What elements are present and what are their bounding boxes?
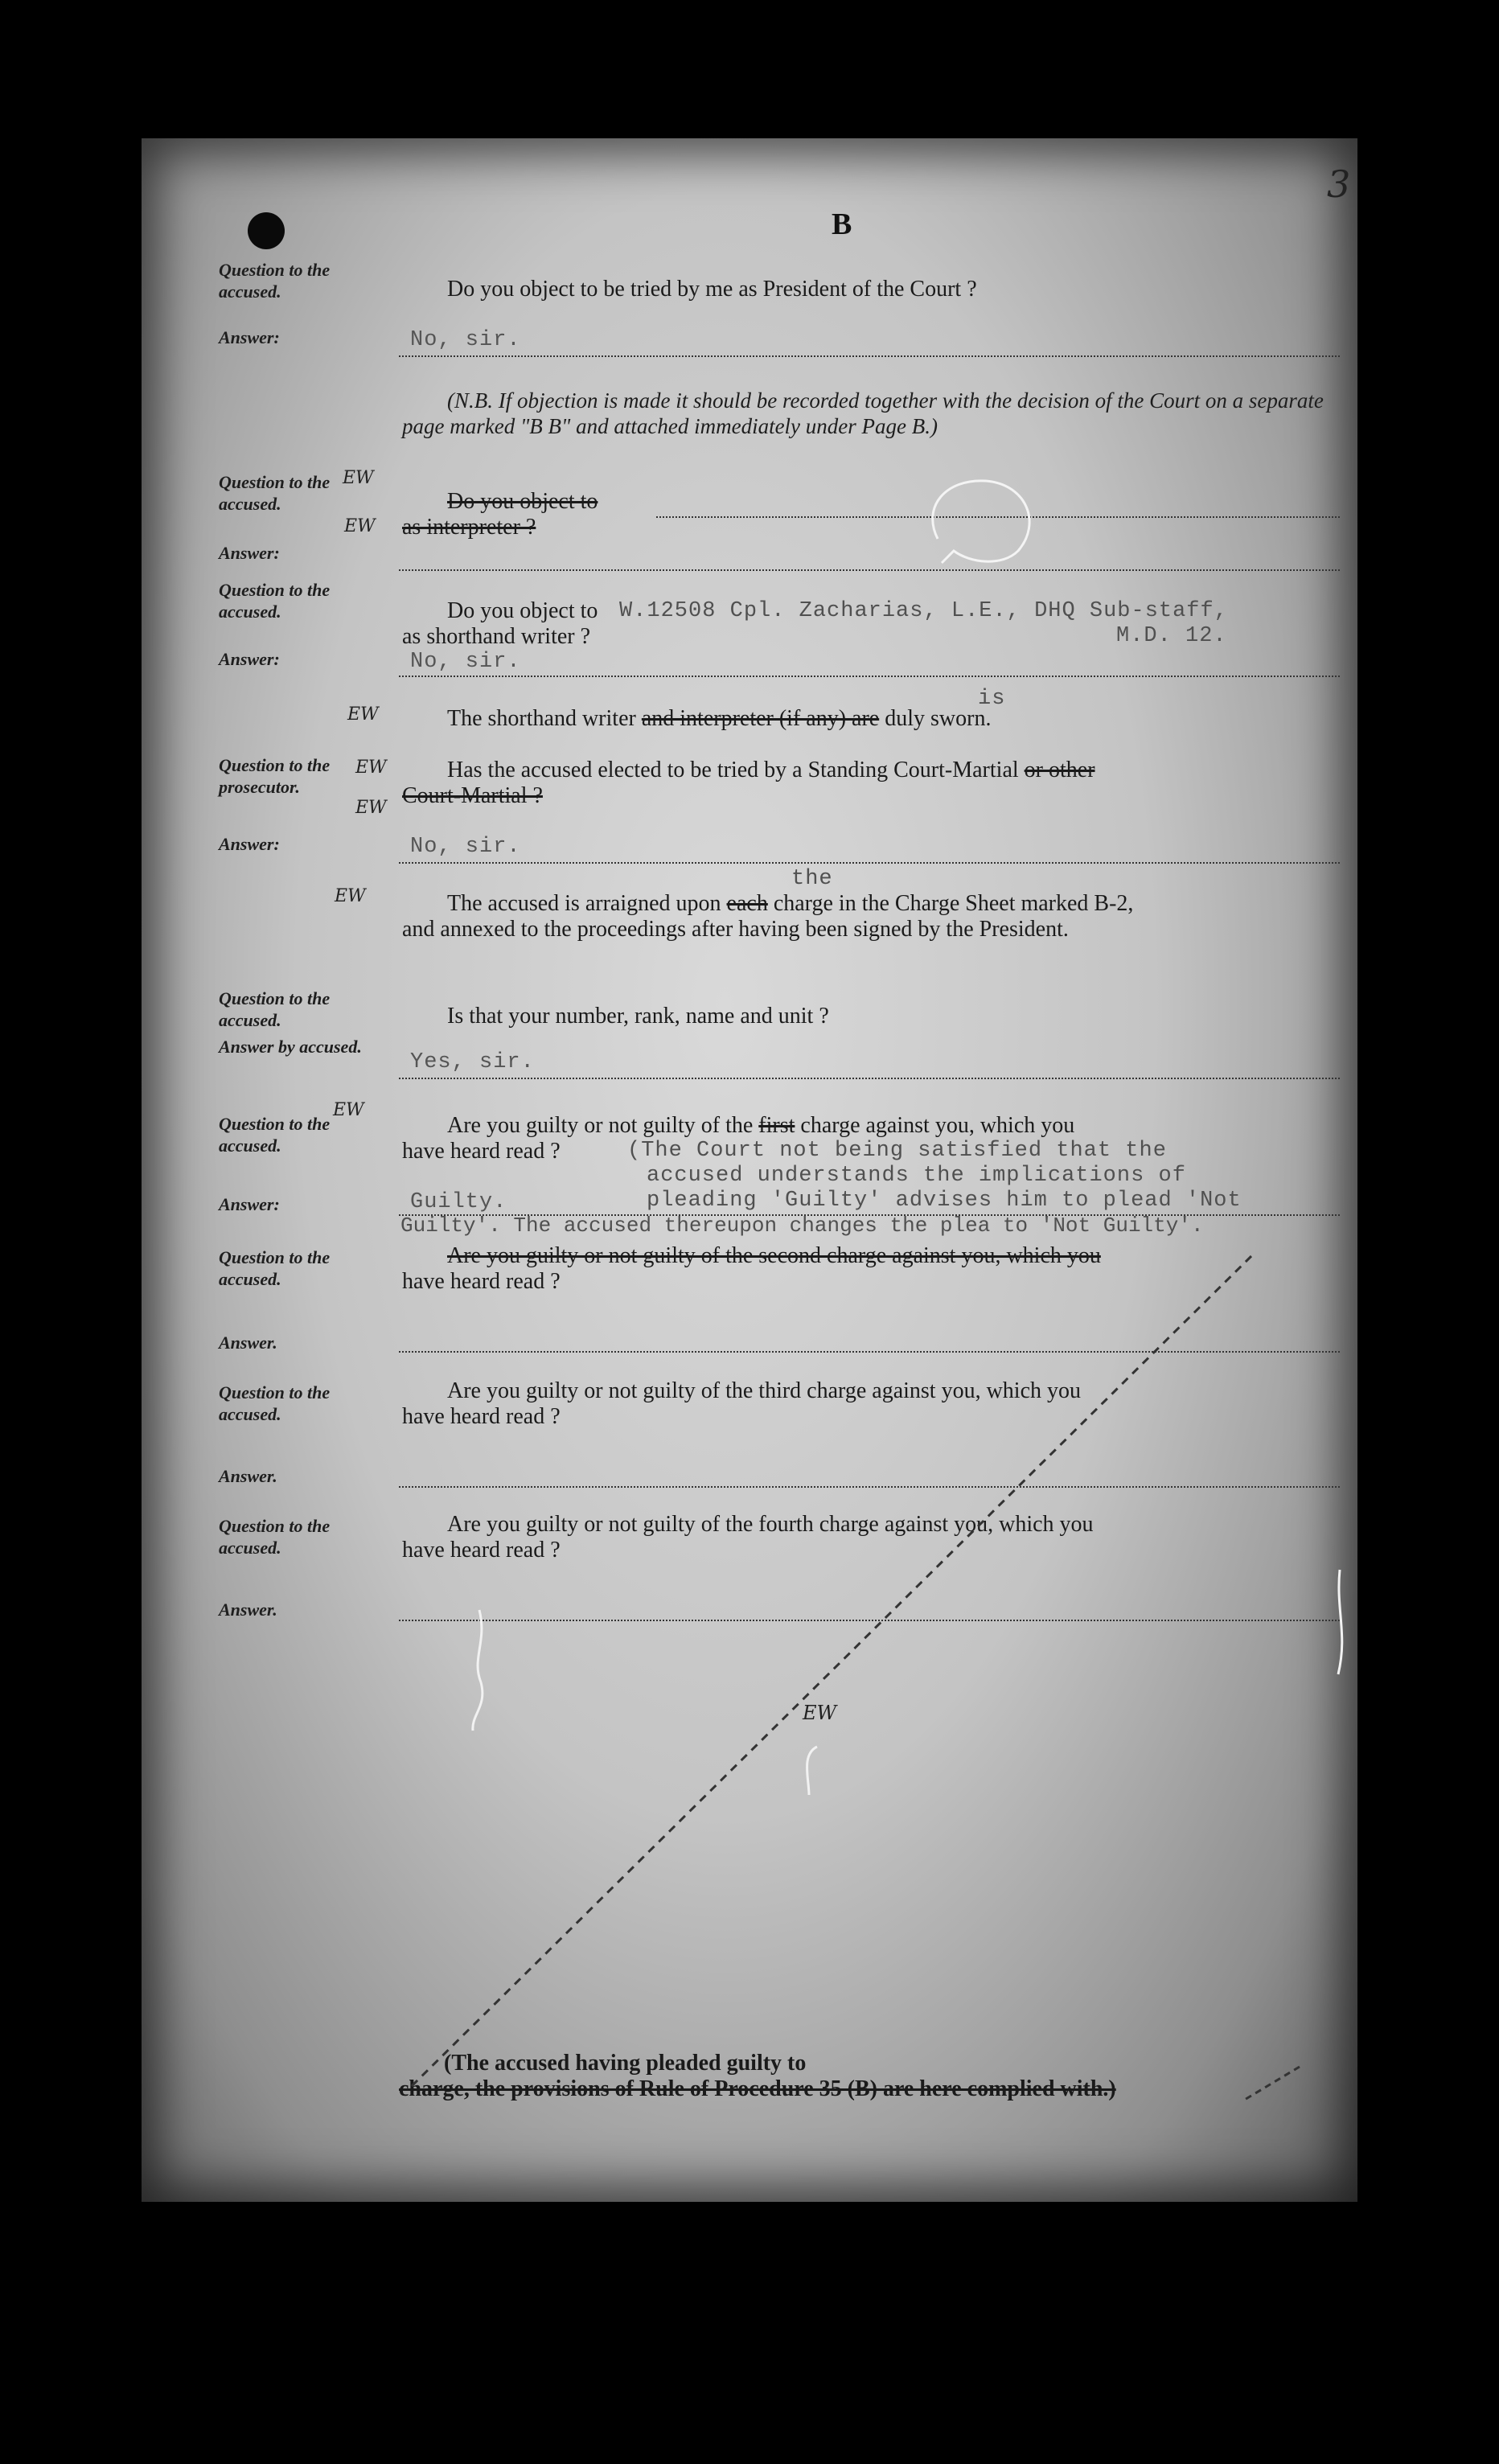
footer-text: charge, the provisions of Rule of Procedure 35 (B) are here complied with.): [399, 2076, 1116, 2101]
label-answer: Answer.: [219, 1600, 277, 1620]
question-text: Are you guilty or not guilty of the fourth charge against you, which you: [447, 1512, 1094, 1537]
label-answer: Answer:: [219, 649, 280, 669]
page-number: 3: [1327, 162, 1351, 206]
label-question-accused: Question to the accused.: [219, 1516, 331, 1558]
handwritten-initials: EW: [335, 886, 366, 906]
sworn-text: The shorthand writer: [447, 706, 636, 731]
handwritten-initials: EW: [344, 516, 376, 536]
typed-name: W.12508 Cpl. Zacharias, L.E., DHQ Sub-staff,: [619, 599, 1228, 623]
question-text: as shorthand writer ?: [402, 624, 591, 649]
label-question-accused: Question to the accused.: [219, 1114, 331, 1156]
struck-text: each: [726, 891, 768, 916]
typed-insertion: the: [791, 867, 833, 891]
typed-court-note: pleading 'Guilty' advises him to plead 'Not: [647, 1189, 1242, 1213]
question-text: have heard read ?: [402, 1139, 561, 1164]
cancellation-diagonal-line: [142, 138, 1357, 2202]
typed-court-note: (The Court not being satisfied that the: [627, 1139, 1167, 1163]
question-text: have heard read ?: [402, 1404, 561, 1429]
typed-court-note: Guilty'. The accused thereupon changes the plea to 'Not Guilty'.: [400, 1214, 1204, 1238]
arraign-text: The accused is arraigned upon: [447, 891, 721, 916]
question-text: Do you object to: [447, 598, 598, 623]
label-answer: Answer:: [219, 1194, 280, 1214]
handwritten-initials: EW: [355, 758, 387, 778]
label-question-prosecutor: Question to the prosecutor.: [219, 755, 331, 797]
struck-text: and interpreter (if any) are: [641, 706, 880, 731]
label-question-accused: Question to the accused.: [219, 260, 331, 302]
question-text: as interpreter ?: [402, 515, 536, 540]
label-question-accused: Question to the accused.: [219, 472, 331, 514]
answer-value: No, sir.: [410, 835, 521, 859]
answer-value: Yes, sir.: [410, 1050, 535, 1074]
question-text: charge against you, which you: [800, 1113, 1075, 1138]
typed-insertion: is: [978, 687, 1006, 711]
question-text: Are you guilty or not guilty of the second charge against you, which you: [447, 1243, 1101, 1268]
question-text: have heard read ?: [402, 1538, 561, 1563]
label-answer-by-accused: Answer by accused.: [219, 1037, 362, 1057]
sworn-text: duly sworn.: [885, 706, 992, 731]
label-answer: Answer:: [219, 543, 280, 563]
question-text: Are you guilty or not guilty of the: [447, 1113, 754, 1138]
question-text: Do you object to be tried by me as President of the Court ?: [447, 277, 977, 302]
footer-text: (The accused having pleaded guilty to: [444, 2051, 807, 2076]
question-text: Are you guilty or not guilty of the third charge against you, which you: [447, 1378, 1082, 1403]
document-page: [142, 138, 1357, 2202]
question-text: Do you object to: [447, 489, 598, 514]
label-answer: Answer.: [219, 1333, 277, 1353]
question-text: Is that your number, rank, name and unit ?: [447, 1004, 829, 1029]
label-question-accused: Question to the accused.: [219, 1382, 331, 1424]
typed-court-note: accused understands the implications of: [647, 1164, 1186, 1188]
label-question-accused: Question to the accused.: [219, 1247, 331, 1289]
question-text: Has the accused elected to be tried by a Standing Court-Martial: [447, 758, 1019, 782]
arraign-text: and annexed to the proceedings after having been signed by the President.: [402, 917, 1069, 942]
struck-text: or other: [1024, 758, 1095, 782]
nb-note: (N.B. If objection is made it should be recorded together with the decision of the Court on a separate page marked "B B" and attached immediately under Page B.): [402, 388, 1324, 438]
answer-value: No, sir.: [410, 328, 521, 352]
handwritten-initials: EW: [355, 798, 387, 818]
arraign-text: charge in the Charge Sheet marked B-2,: [773, 891, 1134, 916]
handwritten-initials: EW: [333, 1100, 364, 1120]
handwritten-initials: EW: [347, 704, 379, 725]
question-text: have heard read ?: [402, 1269, 561, 1294]
answer-value: Guilty.: [410, 1190, 507, 1214]
handwritten-initials: EW: [803, 1702, 837, 1724]
struck-text: first: [758, 1113, 795, 1138]
answer-value: No, sir.: [410, 650, 521, 674]
label-question-accused: Question to the accused.: [219, 988, 331, 1030]
page-letter: B: [832, 207, 852, 241]
label-answer: Answer:: [219, 834, 280, 854]
struck-text: Court-Martial ?: [402, 783, 543, 808]
label-answer: Answer:: [219, 327, 280, 347]
handwritten-initials: EW: [343, 468, 374, 488]
typed-unit: M.D. 12.: [1116, 624, 1227, 648]
label-question-accused: Question to the accused.: [219, 580, 331, 622]
label-answer: Answer.: [219, 1466, 277, 1486]
